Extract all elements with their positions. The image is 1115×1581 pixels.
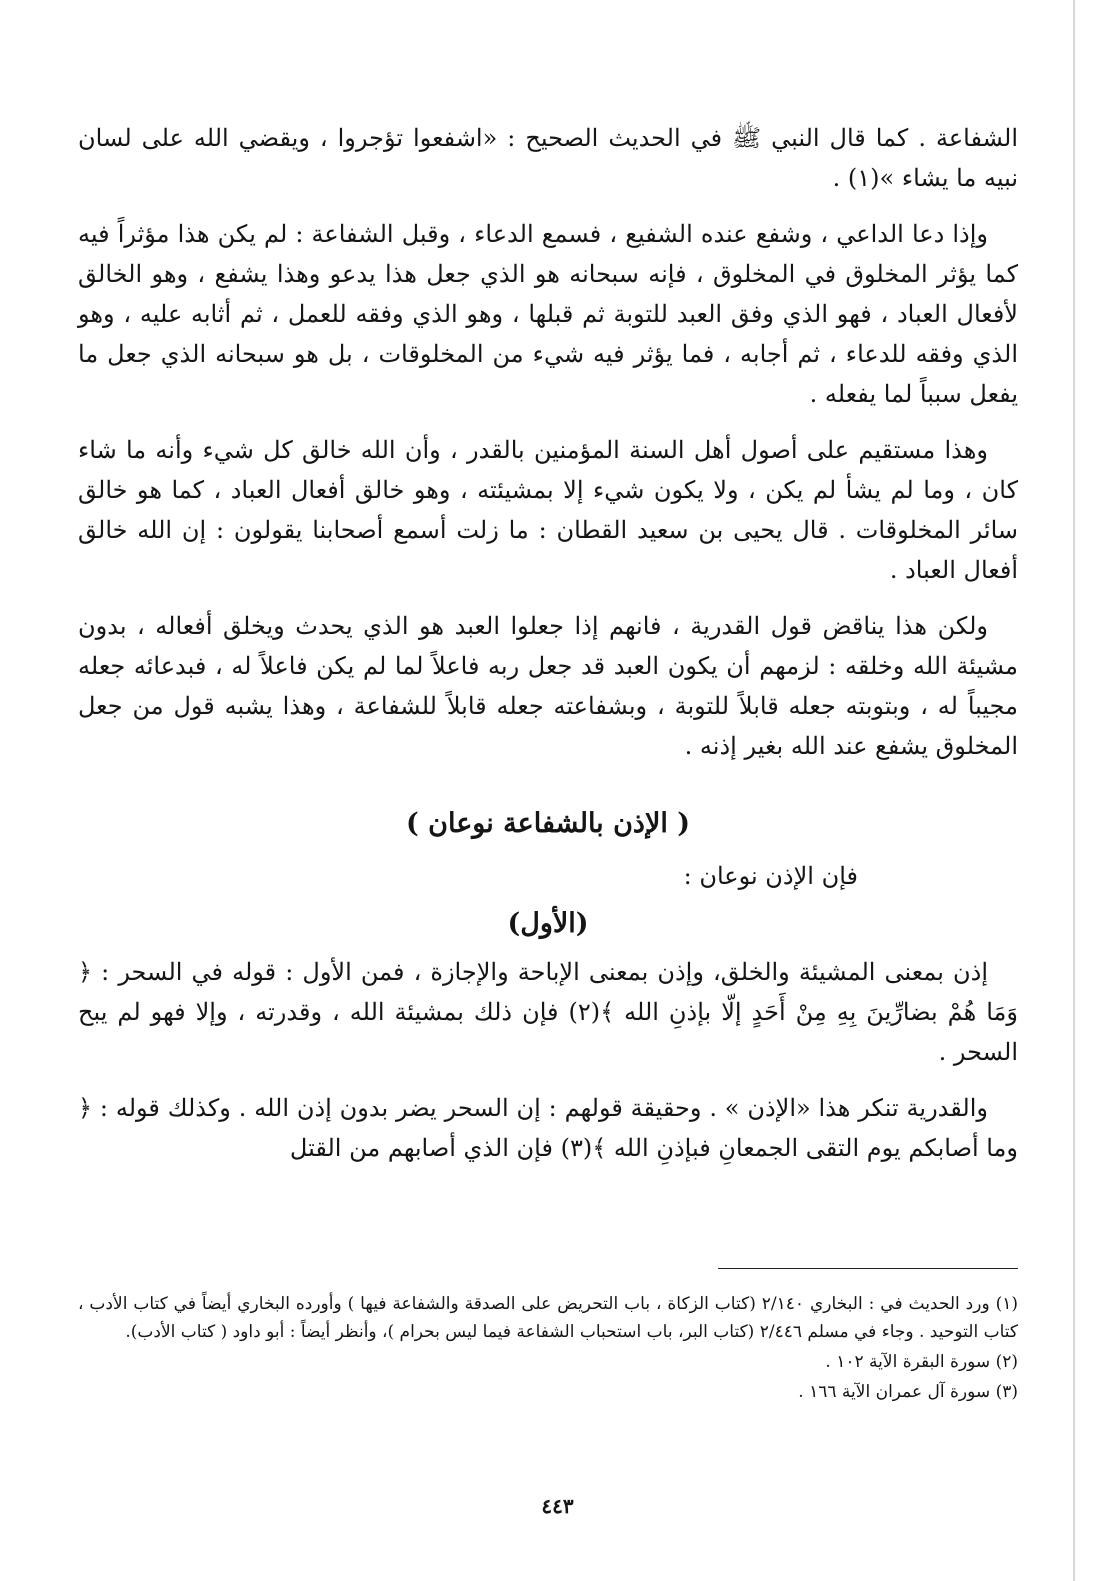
section-heading: ( الإذن بالشفاعة نوعان ) — [405, 808, 691, 839]
paragraph-qadariyya: ولكن هذا يناقض قول القدرية ، فانهم إذا جعلوا العبد هو الذي يحدث ويخلق أفعاله ، بدون مشيئة الله وخلقه : لزمهم أن يكون العبد قد جعل ربه فاعلاً لما لم يكن فاعلاً له ، فبدعائه جعله مجيباً له ، وبتوبته جعله قابلاً للتوبة ، وبشفاعته جعله قابلاً للشفاعة ، وهذا يشبه قول من جعل المخلوق يشفع عند الله بغير إذنه . — [78, 612, 1018, 760]
page-number: ٤٤٣ — [541, 1494, 574, 1518]
paragraph-ahl-sunnah: وهذا مستقيم على أصول أهل السنة المؤمنين بالقدر ، وأن الله خالق كل شيء وأنه ما شاء كان ، وما لم يشأ لم يكن ، ولا يكون شيء إلا بمشيئته ، وهو خالق أفعال العباد ، كما هو خالق سائر المخلوقات . قال يحيى بن سعيد القطان : ما زلت أسمع أصحابنا يقولون : إن الله خالق أفعال العباد . — [78, 436, 1018, 584]
paragraph-gap — [78, 1072, 1018, 1088]
footnote-3: (٣) سورة آل عمران الآية ١٦٦ . — [798, 1382, 1018, 1402]
sub-heading: (الأول) — [507, 908, 589, 939]
intro-line: فإن الإذن نوعان : — [683, 862, 858, 890]
paragraph-shafaa-hadith: الشفاعة . كما قال النبي ﷺ في الحديث الصحيح : «اشفعوا تؤجروا ، ويقضي الله على لسان نبيه ما يشاء »(١) . — [78, 124, 1018, 192]
paragraph-dua-intercession: وإذا دعا الداعي ، وشفع عنده الشفيع ، فسمع الدعاء ، وقبل الشفاعة : لم يكن هذا مؤثراً فيه كما يؤثر المخلوق في المخلوق ، فإنه سبحانه هو الذي جعل هذا يدعو وهذا يشفع ، وهو الخالق لأفعال العباد ، فهو الذي وفق العبد للتوبة ثم قبلها ، وهو الذي وفقه للعمل ، ثم أثابه عليه ، وهو الذي وفقه للدعاء ، ثم أجابه ، فما يؤثر فيه شيء من المخلوقات ، بل هو سبحانه الذي جعل ما يفعل سبباً لما يفعله . — [78, 220, 1018, 408]
footnote-2: (٢) سورة البقرة الآية ١٠٢ . — [825, 1352, 1018, 1372]
footnote-separator — [718, 1268, 1018, 1269]
paragraph-gap — [78, 414, 1018, 430]
page-edge-line — [1073, 0, 1075, 1581]
page-body — [78, 118, 1018, 1168]
footnote-1: (١) ورد الحديث في : البخاري ٢/١٤٠ (كتاب الزكاة ، باب التحريض على الصدقة والشفاعة فيها ) وأورده البخاري أيضاً في كتاب الأدب ، كتاب التوحيد . وجاء في مسلم ٢/٤٤٦ (كتاب البر، باب استحباب الشفاعة فيما ليس بحرام )، وأنظر أيضاً : أبو داود ( كتاب الأدب). — [78, 1294, 1018, 1342]
paragraph-gap — [78, 590, 1018, 606]
footnotes — [78, 1290, 1018, 1408]
paragraph-qadariyya-idhn: والقدرية تنكر هذا «الإذن » . وحقيقة قولهم : إن السحر يضر بدون إذن الله . وكذلك قوله : ﴿ وما أصابكم يوم التقى الجمعانِ فبإذنِ الله ﴾(٣) فإن الذي أصابهم من القتل — [78, 1094, 1018, 1162]
paragraph-gap — [78, 198, 1018, 214]
paragraph-first-type: إذن بمعنى المشيئة والخلق، وإذن بمعنى الإباحة والإجازة ، فمن الأول : قوله في السحر : ﴿ وَمَا هُمْ بضارِّينَ بِهِ مِنْ أَحَدٍ إلّا بإذنِ الله ﴾(٢) فإن ذلك بمشيئة الله ، وقدرته ، وإلا فهو لم يبح السحر . — [78, 958, 1018, 1066]
